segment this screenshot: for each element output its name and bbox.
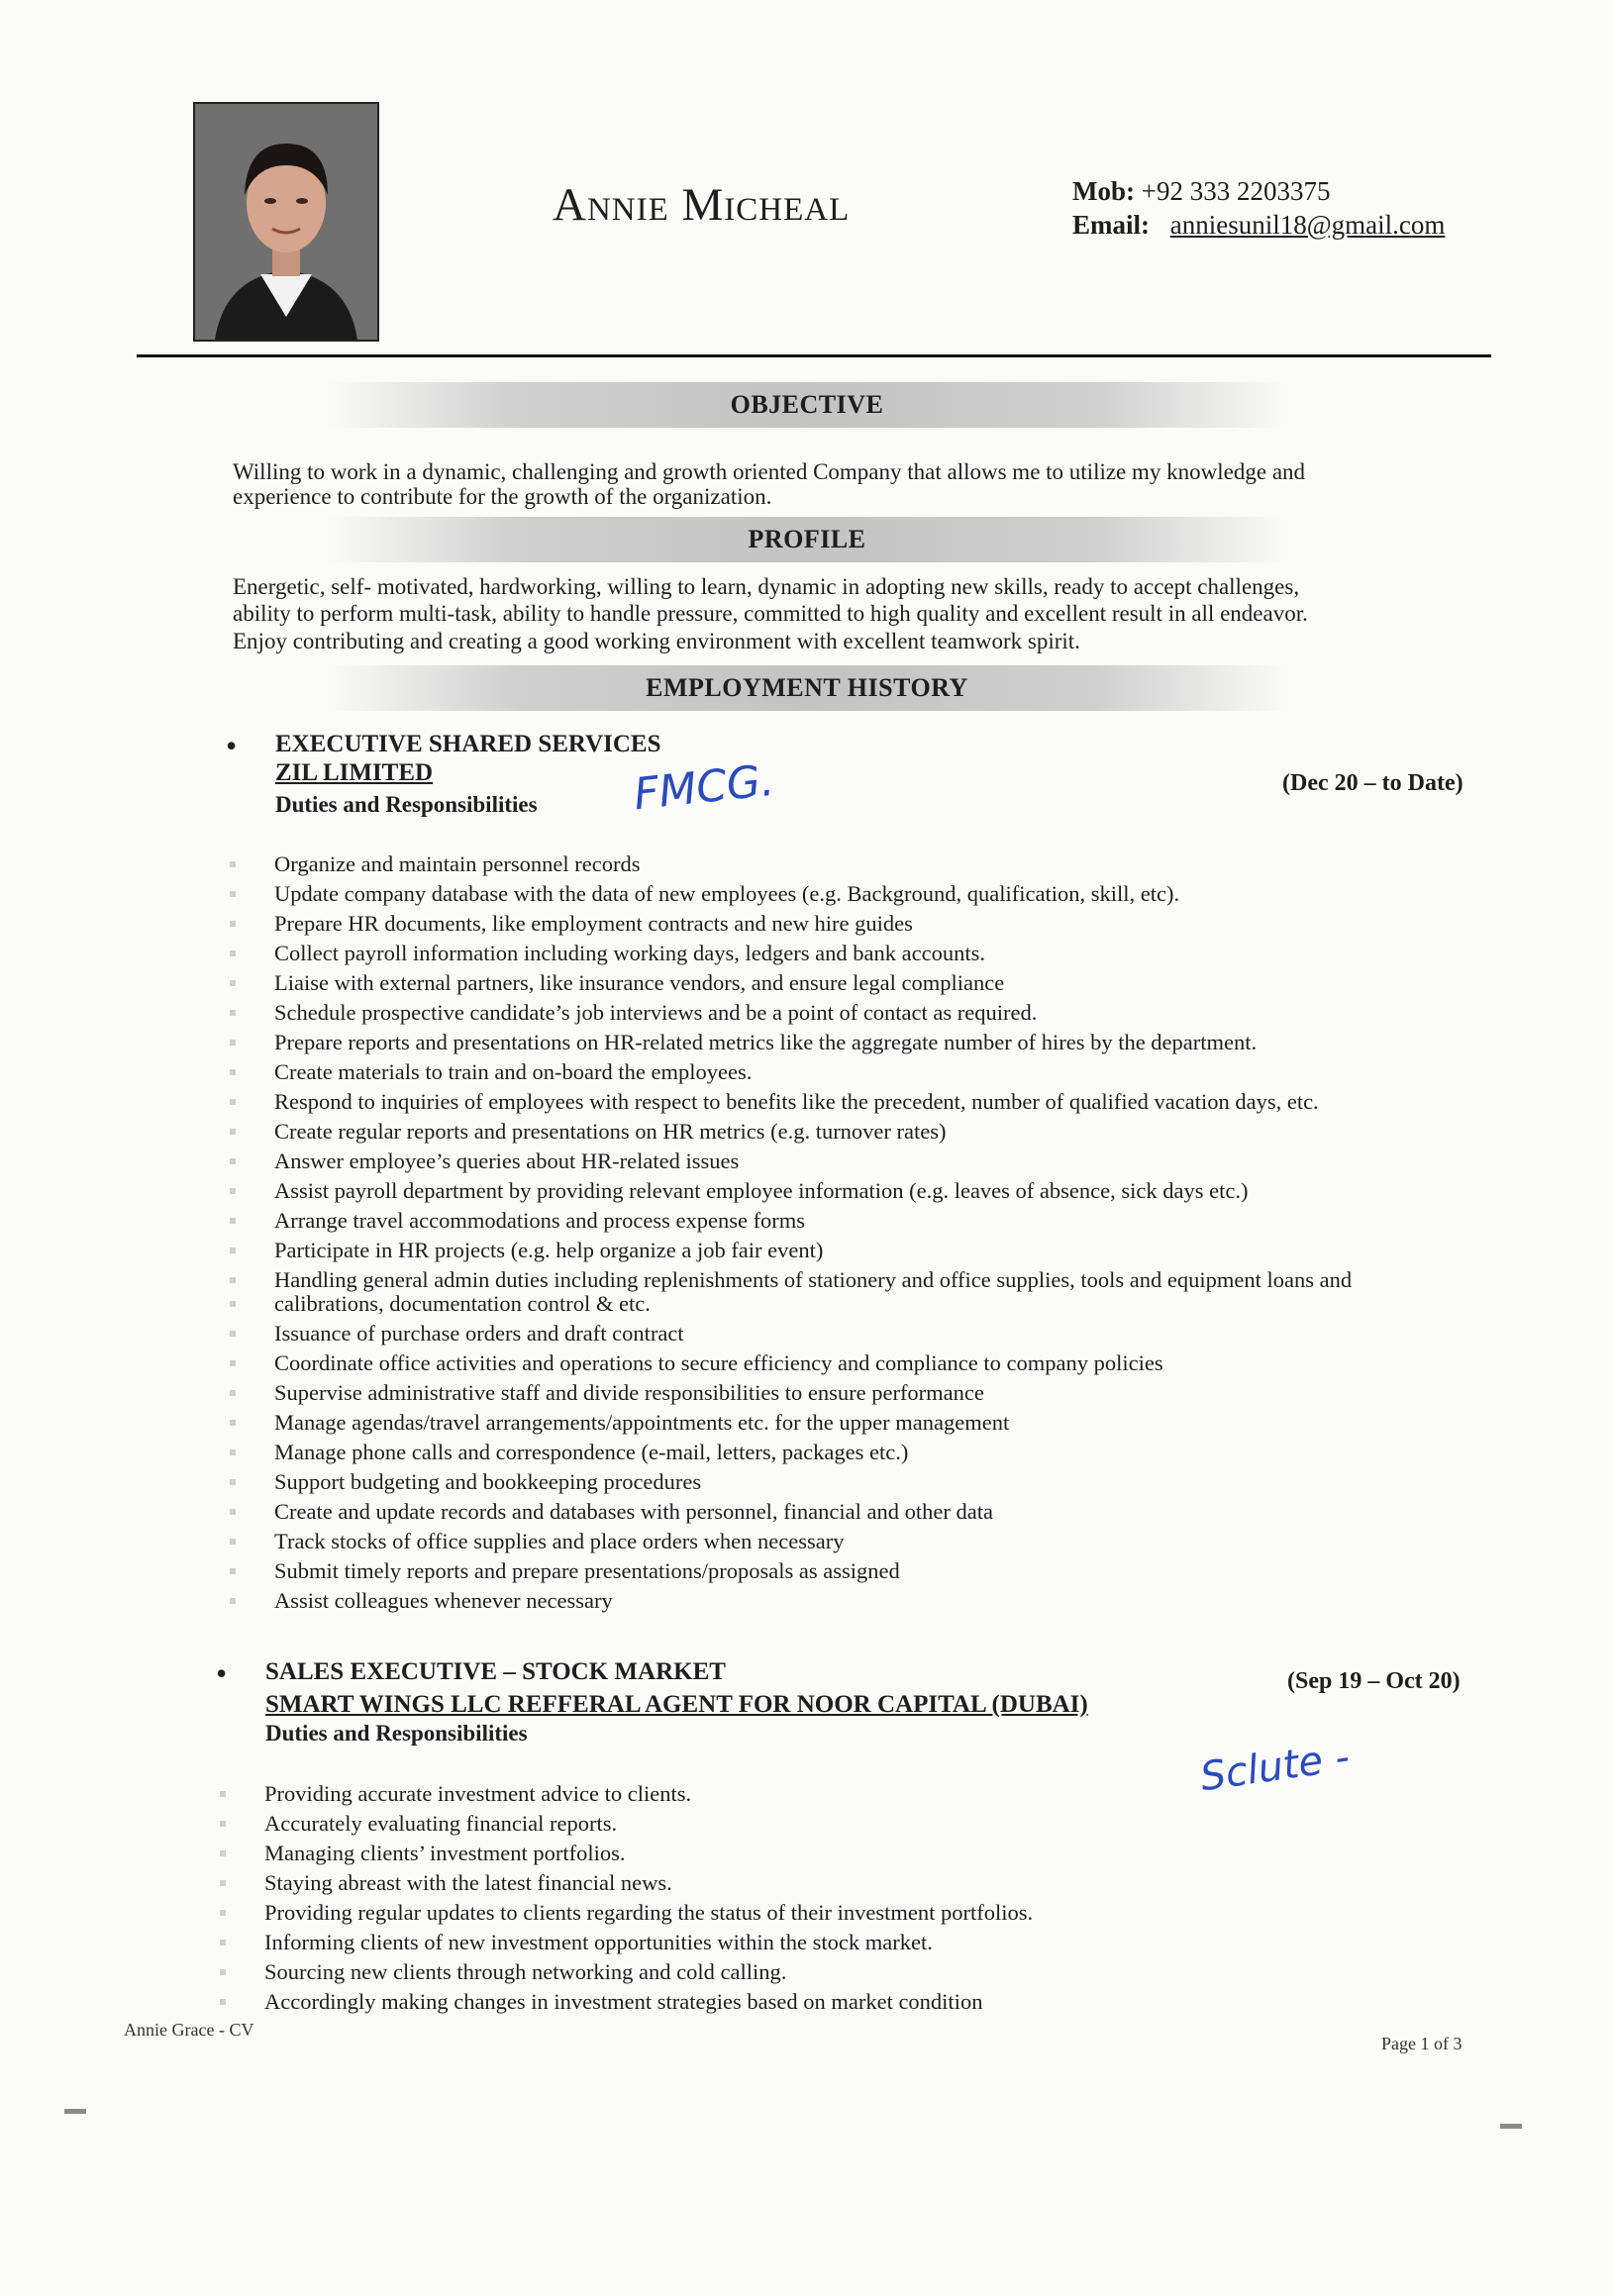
list-item: Prepare HR documents, like employment contracts and new hire guides [230,909,1352,939]
list-item: Handling general admin duties including replenishments of stationery and office supplies, tools and equipment loans and [230,1265,1352,1295]
job-company: SMART WINGS LLC REFFERAL AGENT FOR NOOR CAPITAL (DUBAI) [265,1691,1088,1718]
header-divider [137,354,1491,357]
list-item: Manage agendas/travel arrangements/appointments etc. for the upper management [230,1408,1352,1438]
job-duties-list [230,849,1352,1616]
handwritten-note: Sclute - [1197,1734,1353,1801]
list-item: Accurately evaluating financial reports. [220,1809,1033,1839]
scan-mark [64,2109,86,2114]
list-item: Create regular reports and presentations on HR metrics (e.g. turnover rates) [230,1117,1352,1147]
list-item-continuation: calibrations, documentation control & etc. [230,1289,1352,1319]
list-item: Collect payroll information including working days, ledgers and bank accounts. [230,939,1352,968]
list-item: Managing clients’ investment portfolios. [220,1839,1033,1868]
list-item: Create materials to train and on-board the employees. [230,1057,1352,1087]
section-heading-employment: EMPLOYMENT HISTORY [327,665,1287,711]
list-item: Track stocks of office supplies and place orders when necessary [230,1527,1352,1556]
handwritten-note: FMCG. [631,754,777,821]
list-item: Assist colleagues whenever necessary [230,1586,1352,1616]
list-item: Providing accurate investment advice to clients. [220,1779,1033,1809]
job-bullet: • [216,1655,228,1691]
email-line [1072,210,1445,241]
job-duties-label: Duties and Responsibilities [275,792,538,817]
list-item: Prepare reports and presentations on HR-related metrics like the aggregate number of hires by the department. [230,1028,1352,1057]
list-item: Answer employee’s queries about HR-related issues [230,1147,1352,1176]
mobile-label: Mob: [1072,176,1135,206]
profile-photo [193,102,379,342]
list-item: Informing clients of new investment opportunities within the stock market. [220,1928,1033,1957]
email-link[interactable]: anniesunil18@gmail.com [1169,210,1446,240]
mobile-number: +92 333 2203375 [1141,176,1331,206]
section-heading-profile: PROFILE [327,517,1287,562]
list-item: Issuance of purchase orders and draft contract [230,1319,1352,1348]
list-item: Sourcing new clients through networking and cold calling. [220,1957,1033,1987]
objective-line-1: Willing to work in a dynamic, challenging and growth oriented Company that allows me to utilize my knowledge and [233,459,1306,484]
mobile-line [1072,176,1330,207]
list-item: Respond to inquiries of employees with respect to benefits like the precedent, number of qualified vacation days, etc. [230,1087,1352,1117]
list-item: Supervise administrative staff and divide responsibilities to ensure performance [230,1378,1352,1408]
list-item: Staying abreast with the latest financial news. [220,1868,1033,1898]
list-item: Accordingly making changes in investment strategies based on market condition [220,1987,1033,2017]
section-heading-objective: OBJECTIVE [327,382,1287,428]
list-item: Submit timely reports and prepare presentations/proposals as assigned [230,1556,1352,1586]
list-item: Create and update records and databases with personnel, financial and other data [230,1497,1352,1527]
profile-line-2: ability to perform multi-task, ability to handle pressure, committed to high quality and excellent result in all endeavor. [233,601,1308,626]
list-item: Schedule prospective candidate’s job interviews and be a point of contact as required. [230,998,1352,1028]
list-item: Manage phone calls and correspondence (e-mail, letters, packages etc.) [230,1438,1352,1467]
list-item: Providing regular updates to clients regarding the status of their investment portfolios. [220,1898,1033,1928]
job-dates: (Sep 19 – Oct 20) [1287,1668,1461,1694]
list-item: Participate in HR projects (e.g. help organize a job fair event) [230,1236,1352,1265]
profile-line-1: Energetic, self- motivated, hardworking, willing to learn, dynamic in adopting new skills, ready to accept challenges, [233,574,1300,599]
profile-line-3: Enjoy contributing and creating a good working environment with excellent teamwork spirit. [233,629,1080,653]
candidate-name: Annie Micheal [553,179,851,231]
list-item: Organize and maintain personnel records [230,849,1352,879]
job-bullet: • [226,728,238,763]
list-item: Liaise with external partners, like insurance vendors, and ensure legal compliance [230,968,1352,998]
job-duties-list [220,1779,1033,2017]
footer-document-label: Annie Grace - CV [124,2020,254,2040]
job-dates: (Dec 20 – to Date) [1282,770,1463,796]
list-item: Coordinate office activities and operations to secure efficiency and compliance to company policies [230,1348,1352,1378]
job-duties-label: Duties and Responsibilities [265,1721,528,1746]
list-item: Arrange travel accommodations and process expense forms [230,1206,1352,1236]
job-title: SALES EXECUTIVE – STOCK MARKET [265,1658,726,1685]
job-company: ZIL LIMITED [275,759,434,786]
scan-mark [1500,2124,1522,2129]
footer-page-number: Page 1 of 3 [1381,2034,1463,2053]
person-portrait-icon [195,104,377,340]
objective-line-2: experience to contribute for the growth of the organization. [233,484,772,509]
list-item: Assist payroll department by providing relevant employee information (e.g. leaves of absence, sick days etc.) [230,1176,1352,1206]
list-item: Update company database with the data of new employees (e.g. Background, qualification, skill, etc). [230,879,1352,909]
email-label: Email: [1072,210,1150,240]
list-item: Support budgeting and bookkeeping procedures [230,1467,1352,1497]
job-title: EXECUTIVE SHARED SERVICES [275,731,661,757]
